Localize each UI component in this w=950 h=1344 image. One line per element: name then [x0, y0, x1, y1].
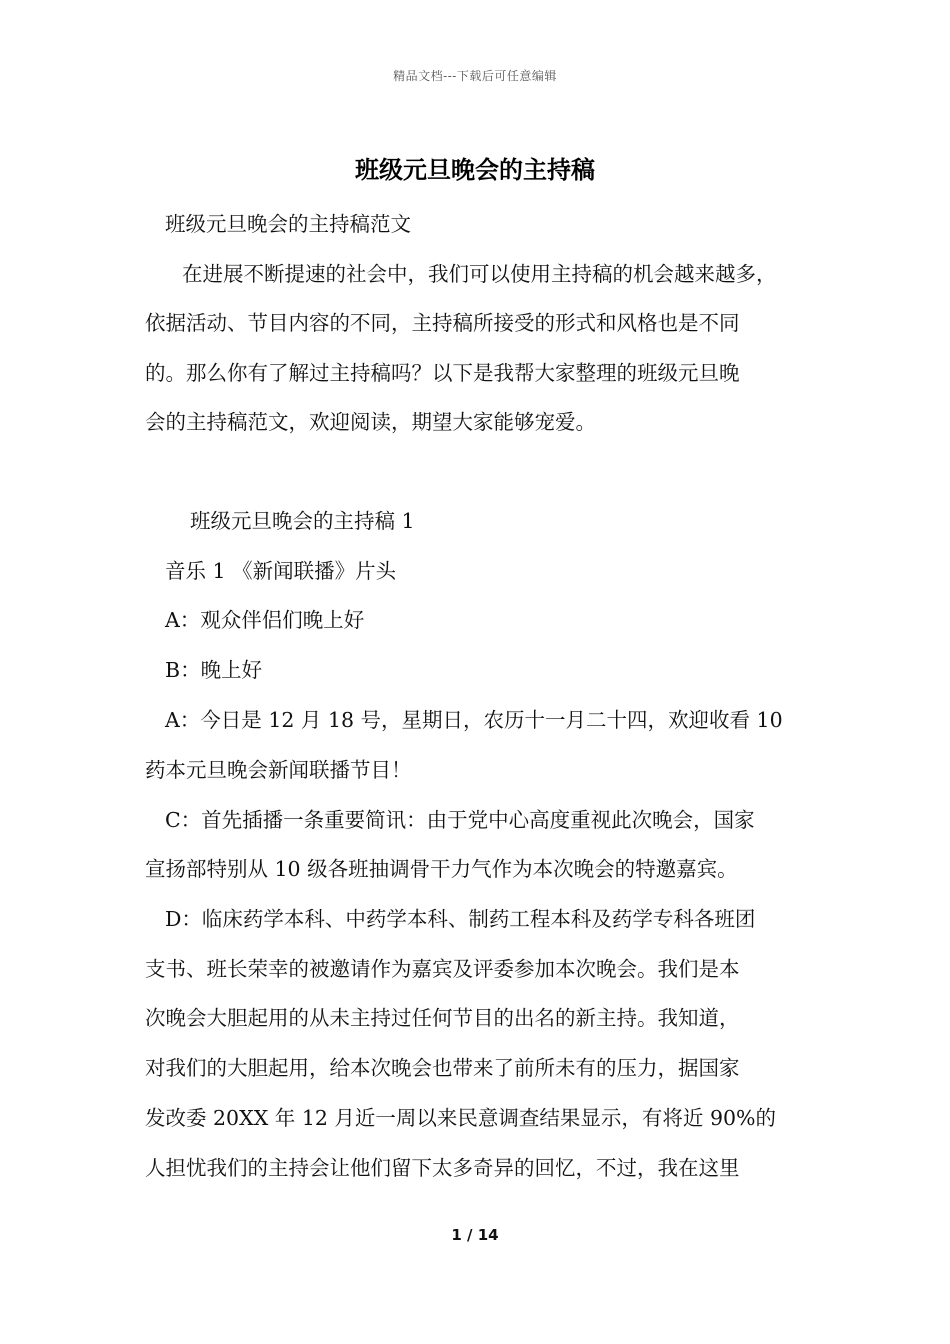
- body-line: 支书、班长荣幸的被邀请作为嘉宾及评委参加本次晚会。我们是本: [145, 957, 740, 981]
- body-line: 的。那么你有了解过主持稿吗？以下是我帮大家整理的班级元旦晚: [145, 361, 740, 385]
- body-line: 在进展不断提速的社会中，我们可以使用主持稿的机会越来越多，: [182, 262, 777, 286]
- body-line: 人担忧我们的主持会让他们留下太多奇异的回忆，不过，我在这里: [145, 1156, 740, 1180]
- body-line: A：观众伴侣们晚上好: [165, 608, 365, 632]
- subtitle-line: 班级元旦晚会的主持稿范文: [165, 212, 411, 236]
- body-line: 发改委 20XX 年 12 月近一周以来民意调查结果显示，有将近 90%的: [145, 1106, 777, 1130]
- body-line: A：今日是 12 月 18 号，星期日，农历十一月二十四，欢迎收看 10: [165, 708, 783, 732]
- body-line: 对我们的大胆起用，给本次晚会也带来了前所未有的压力，据国家: [145, 1056, 740, 1080]
- body-line: 宣扬部特别从 10 级各班抽调骨干力气作为本次晚会的特邀嘉宾。: [145, 857, 738, 881]
- body-line: 药本元旦晚会新闻联播节目！: [145, 758, 412, 782]
- body-line: 次晚会大胆起用的从未主持过任何节目的出名的新主持。我知道，: [145, 1006, 740, 1030]
- page-number: 1 / 14: [451, 1226, 499, 1244]
- body-line: D：临床药学本科、中药学本科、制药工程本科及药学专科各班团: [165, 907, 756, 931]
- page-header: 精品文档---下载后可任意编辑: [393, 69, 557, 83]
- body-line: 依据活动、节目内容的不同，主持稿所接受的形式和风格也是不同: [145, 311, 740, 335]
- body-line: 音乐 1 《新闻联播》片头: [165, 559, 397, 583]
- body-line: C：首先插播一条重要简讯：由于党中心高度重视此次晚会，国家: [165, 808, 755, 832]
- document-title: 班级元旦晚会的主持稿: [355, 155, 595, 184]
- body-line: B：晚上好: [165, 658, 263, 682]
- section-heading: 班级元旦晚会的主持稿 1: [190, 509, 415, 533]
- body-line: 会的主持稿范文，欢迎阅读，期望大家能够宠爱。: [145, 410, 596, 434]
